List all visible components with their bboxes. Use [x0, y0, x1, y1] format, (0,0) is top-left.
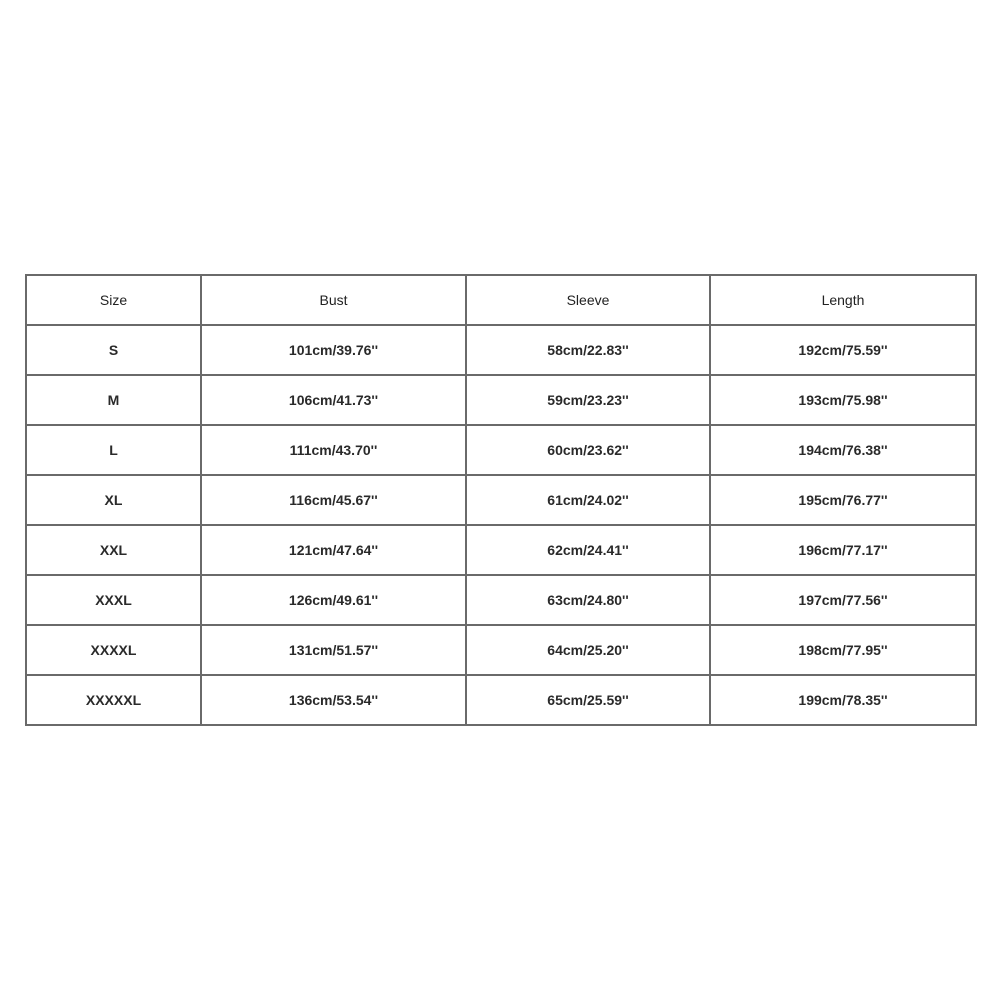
cell-length: 195cm/76.77'' [710, 475, 976, 525]
cell-bust: 101cm/39.76'' [201, 325, 466, 375]
cell-length: 199cm/78.35'' [710, 675, 976, 725]
table-row [26, 675, 976, 725]
cell-sleeve: 61cm/24.02'' [466, 475, 710, 525]
cell-bust: 106cm/41.73'' [201, 375, 466, 425]
table-row [26, 525, 976, 575]
cell-length: 196cm/77.17'' [710, 525, 976, 575]
cell-sleeve: 60cm/23.62'' [466, 425, 710, 475]
cell-sleeve: 62cm/24.41'' [466, 525, 710, 575]
cell-bust: 126cm/49.61'' [201, 575, 466, 625]
cell-sleeve: 64cm/25.20'' [466, 625, 710, 675]
table-header-row [26, 275, 976, 325]
cell-length: 192cm/75.59'' [710, 325, 976, 375]
cell-sleeve: 65cm/25.59'' [466, 675, 710, 725]
cell-bust: 131cm/51.57'' [201, 625, 466, 675]
cell-size: XXL [26, 525, 201, 575]
size-table [25, 274, 977, 726]
cell-bust: 136cm/53.54'' [201, 675, 466, 725]
cell-sleeve: 63cm/24.80'' [466, 575, 710, 625]
table-row [26, 575, 976, 625]
table-row [26, 425, 976, 475]
table-row [26, 475, 976, 525]
header-size: Size [26, 275, 201, 325]
cell-length: 193cm/75.98'' [710, 375, 976, 425]
table-row [26, 375, 976, 425]
cell-size: XL [26, 475, 201, 525]
cell-length: 198cm/77.95'' [710, 625, 976, 675]
table-row [26, 625, 976, 675]
cell-bust: 121cm/47.64'' [201, 525, 466, 575]
cell-size: XXXL [26, 575, 201, 625]
header-bust: Bust [201, 275, 466, 325]
cell-bust: 111cm/43.70'' [201, 425, 466, 475]
header-length: Length [710, 275, 976, 325]
size-chart [25, 274, 975, 726]
cell-size: XXXXXL [26, 675, 201, 725]
cell-sleeve: 59cm/23.23'' [466, 375, 710, 425]
header-sleeve: Sleeve [466, 275, 710, 325]
cell-size: L [26, 425, 201, 475]
cell-length: 194cm/76.38'' [710, 425, 976, 475]
cell-size: S [26, 325, 201, 375]
cell-size: XXXXL [26, 625, 201, 675]
cell-length: 197cm/77.56'' [710, 575, 976, 625]
table-row [26, 325, 976, 375]
cell-size: M [26, 375, 201, 425]
cell-sleeve: 58cm/22.83'' [466, 325, 710, 375]
cell-bust: 116cm/45.67'' [201, 475, 466, 525]
